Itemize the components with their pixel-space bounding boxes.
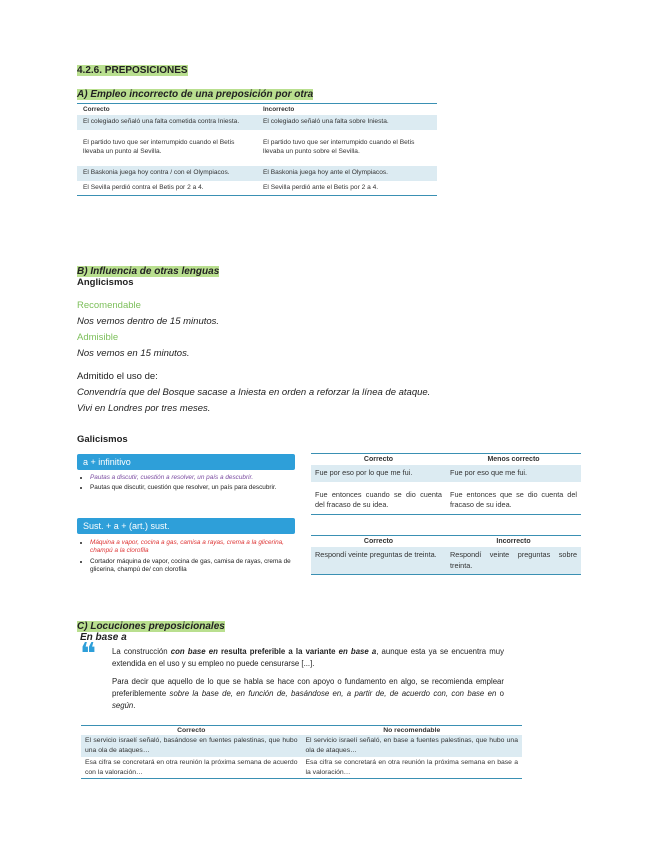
part-c-title: C) Locuciones preposicionales — [77, 621, 225, 632]
table-row — [77, 115, 437, 130]
part-a-title: A) Empleo incorrecto de una preposición por otra — [77, 89, 314, 100]
text-run: o — [496, 689, 504, 699]
table-cell: Esa cifra se concretará en otra reunión la próxima semana de acuerdo con la valoración… — [85, 758, 298, 776]
admisible-label: Admisible — [77, 332, 119, 343]
table-row — [311, 482, 581, 515]
quote-icon: ❝ — [80, 637, 97, 672]
list-item-text: Pautas que discutir, cuestión que resolver, un país para descubrir. — [90, 484, 277, 492]
section-title — [77, 60, 188, 78]
text-run: Para decir que aquello de lo que se habla se hace con apoyo o fundamento en algo, se recomienda emplear preferiblemente — [112, 677, 504, 699]
galicismo-table-2-header-incorrect: Incorrecto — [496, 538, 531, 545]
quote-paragraph-2 — [112, 676, 504, 712]
table-cell: Fue entonces cuando se dio cuenta del fracaso de su idea. — [315, 489, 442, 510]
table-cell: Fue entonces que se dio cuenta del fracaso de su idea. — [450, 489, 577, 510]
table-row — [77, 181, 437, 196]
example-admitido-1: Convendría que del Bosque sacase a Iniesta en orden a reforzar la línea de ataque. — [77, 387, 431, 398]
table-cell: Fue por eso que me fui. — [450, 468, 528, 477]
list-item-text: Cortador máquina de vapor, cocina de gas, camisa de rayas, crema de glicerina, champú de/ con clorofila — [90, 557, 291, 573]
galicismos-heading: Galicismos — [77, 434, 128, 445]
table-row — [311, 547, 581, 575]
part-c-header-not-recommended: No recomendable — [383, 727, 441, 734]
table-row — [77, 166, 437, 181]
list-item-text: Máquina a vapor, cocina a gas, camisa a rayas, crema a la glicerina, champú a la clorofila — [90, 539, 284, 555]
table-cell: El partido tuvo que ser interrumpido cuando el Betis llevaba un punto al Sevilla. — [83, 138, 235, 155]
list-item-text: Pautas a discutir, cuestión a resolver, un país a descubrir. — [90, 474, 254, 481]
section-title-text: 4.2.6. PREPOSICIONES — [77, 65, 188, 76]
example-recomendable: Nos vemos dentro de 15 minutos. — [77, 316, 220, 327]
galicismo-table-1-header-less: Menos correcto — [487, 456, 540, 463]
text-run: . — [133, 701, 136, 711]
text-run-italic: sobre la base de, en función de, basándose en, a partir de, de acuerdo con, con base en — [169, 689, 497, 699]
table-cell: El Baskonia juega hoy contra / con el Olympiacos. — [83, 168, 230, 176]
part-a-heading — [77, 84, 313, 102]
table-cell: Fue por eso por lo que me fui. — [315, 468, 413, 477]
part-c-subtitle: En base a — [80, 632, 127, 643]
table-cell: El Sevilla perdió contra el Betis por 2 a 4. — [83, 183, 204, 191]
part-a-table — [77, 103, 437, 196]
table-cell: El partido tuvo que ser interrumpido cuando el Betis llevaba un punto sobre el Sevilla. — [263, 138, 415, 155]
example-admisible: Nos vemos en 15 minutos. — [77, 348, 190, 359]
list-item — [90, 484, 295, 492]
recomendable-label: Recomendable — [77, 300, 141, 311]
list-item — [90, 539, 295, 556]
galicismo-table-2 — [311, 535, 581, 575]
table-cell: El colegiado señaló una falta sobre Iniesta. — [263, 118, 389, 125]
part-a-header-incorrect: Incorrecto — [263, 106, 295, 113]
table-row — [81, 757, 522, 779]
table-row — [77, 130, 437, 166]
admitido-label: Admitido el uso de: — [77, 371, 158, 382]
galicismo-bar-sustantivo: Sust. + a + (art.) sust. — [77, 518, 295, 534]
table-cell: El servicio israelí señaló, basándose en fuentes palestinas, que hubo una ola de ataques… — [85, 737, 298, 754]
galicismo-table-1-header-correct: Correcto — [363, 456, 394, 463]
part-a-header-correct: Correcto — [83, 106, 110, 113]
text-run-italic: según — [112, 701, 134, 711]
table-cell: Respondí veinte preguntas de treinta. — [315, 550, 437, 559]
quote-paragraph-1 — [112, 646, 504, 670]
table-row — [81, 735, 522, 757]
table-row — [311, 465, 581, 482]
text-run: La construcción — [112, 647, 171, 656]
part-b-title: B) Influencia de otras lenguas — [77, 266, 220, 277]
table-cell: El Sevilla perdió ante el Betis por 2 a 4. — [263, 183, 379, 191]
list-item — [90, 558, 295, 575]
part-c-table — [81, 725, 522, 779]
text-run-emph: en base a — [338, 647, 377, 656]
galicismo-list-1 — [80, 474, 295, 495]
part-c-header-correct: Correcto — [177, 727, 206, 734]
galicismo-table-2-header-correct: Correcto — [363, 538, 394, 545]
table-cell: El Baskonia juega hoy ante el Olympiacos. — [263, 168, 388, 176]
table-cell: El colegiado señaló una falta cometida contra Iniesta. — [83, 118, 240, 125]
table-cell: El servicio israelí señaló, en base a fuentes palestinas, que hubo una ola de ataques… — [305, 737, 518, 754]
table-cell: Respondí veinte preguntas sobre treinta. — [450, 550, 577, 570]
anglicismos-heading: Anglicismos — [77, 277, 134, 288]
text-run-bold: resulta preferible a la variante — [217, 647, 339, 656]
table-cell: Esa cifra se concretará en otra reunión la próxima semana en base a la valoración… — [305, 758, 518, 776]
example-admitido-2: Vivi en Londres por tres meses. — [77, 403, 211, 414]
text-run-emph: con base en — [170, 647, 218, 656]
galicismo-list-2 — [80, 539, 295, 576]
text-run: , aunque esta ya se encuentra muy extendida en el uso y su empleo no puede censurarse [...]. — [112, 647, 504, 669]
list-item — [90, 474, 295, 482]
galicismo-table-1 — [311, 453, 581, 515]
galicismo-bar-infinitivo: a + infinitivo — [77, 454, 295, 470]
